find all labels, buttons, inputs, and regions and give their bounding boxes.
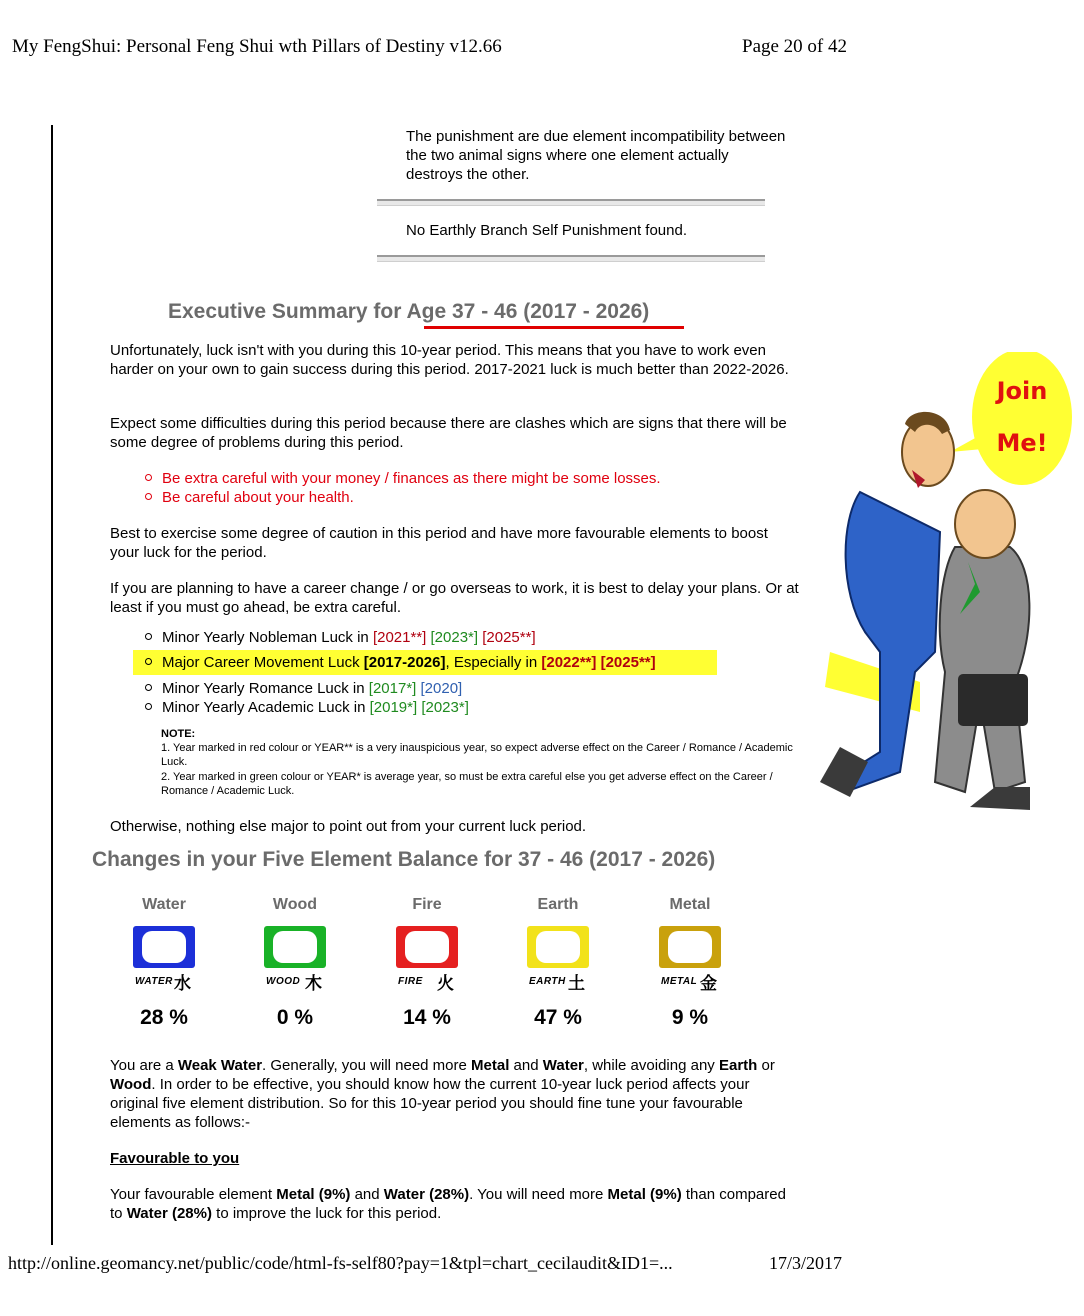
element-percent-wood: 0 % <box>276 1006 314 1029</box>
element-name-metal: Metal <box>669 896 711 913</box>
join-me-advert-illustration[interactable] <box>820 352 1080 814</box>
print-header-title: My FengShui: Personal Feng Shui wth Pillars of Destiny v12.66 <box>12 36 502 57</box>
bubble-text-me: Me! <box>996 429 1048 457</box>
note-line-1: 1. Year marked in red colour or YEAR** is a very inauspicious year, so expect adverse effect on the Career / Romance / Academic Luck. <box>161 742 793 768</box>
executive-para-4: If you are planning to have a career change / or go overseas to work, it is best to delay your plans. Or at least if you must go ahead, be extra careful. <box>110 580 799 616</box>
note-line-2: 2. Year marked in green colour or YEAR* is average year, so must be extra careful else you get adverse effect on the Career / Romance / Academic Luck. <box>161 771 773 797</box>
bullet-icon <box>145 658 152 665</box>
executive-para-1: Unfortunately, luck isn't with you during this 10-year period. This means that you have to work even harder on your own to gain success during this period. 2017-2021 luck is much better than 2022-2026. <box>110 342 789 378</box>
print-header-page: Page 20 of 42 <box>742 36 848 57</box>
executive-summary-age: Age 37 - 46 (2017 - 2026) <box>406 300 650 323</box>
red-underline-annotation <box>424 326 684 329</box>
gold-nuggets-icon: METAL 金 <box>659 926 721 990</box>
element-name-water: Water <box>142 896 186 913</box>
executive-summary-title <box>168 300 649 324</box>
divider <box>377 255 765 262</box>
luck-item-nobleman: Minor Yearly Nobleman Luck in [2021**] [2023*] [2025**] <box>145 628 536 647</box>
businessman-right-figure <box>935 490 1030 810</box>
tree-icon: WOOD 木 <box>264 926 326 990</box>
left-border-line <box>51 125 53 1245</box>
weak-water-paragraph: You are a Weak Water. Generally, you will need more Metal and Water, while avoiding any Earth or Wood. In order to be effective, you should know how the current 10-year luck period affects your original five element distribution. So for this 10-year period you should fine tune your favourable elements as follows:- <box>110 1057 775 1131</box>
executive-para-2: Expect some difficulties during this period because there are clashes which are signs that there will be some degree of problems during this period. <box>110 415 787 451</box>
bullet-icon <box>145 703 152 710</box>
note-title: NOTE: <box>161 728 196 740</box>
speech-bubble <box>950 352 1072 485</box>
element-name-fire: Fire <box>412 896 442 913</box>
element-percent-fire: 14 % <box>403 1006 451 1029</box>
print-footer-date: 17/3/2017 <box>769 1253 843 1273</box>
water-drops-icon: WATER 水 <box>133 926 195 990</box>
self-punishment-text: No Earthly Branch Self Punishment found. <box>406 222 687 239</box>
bullet-icon <box>145 474 152 481</box>
element-percent-metal: 9 % <box>671 1006 709 1029</box>
favourable-heading: Favourable to you <box>110 1150 240 1167</box>
punishment-explanation: The punishment are due element incompatibility between the two animal signs where one element actually destroys the other. <box>406 128 786 183</box>
print-footer-url[interactable]: http://online.geomancy.net/public/code/html-fs-self80?pay=1&tpl=chart_cecilaudit&ID1=... <box>8 1253 673 1273</box>
bullet-icon <box>145 493 152 500</box>
luck-item-romance: Minor Yearly Romance Luck in [2017*] [2020] <box>145 679 462 698</box>
luck-item-academic: Minor Yearly Academic Luck in [2019*] [2023*] <box>145 698 469 717</box>
bullet-icon <box>145 684 152 691</box>
bullet-icon <box>145 633 152 640</box>
otherwise-text: Otherwise, nothing else major to point out from your current luck period. <box>110 818 587 835</box>
favourable-paragraph: Your favourable element Metal (9%) and Water (28%). You will need more Metal (9%) than compared to Water (28%) to improve the luck for this period. <box>110 1186 786 1222</box>
element-percent-water: 28 % <box>140 1006 188 1029</box>
flame-icon: FIRE 火 <box>396 926 458 990</box>
soil-icon: EARTH 土 <box>527 926 589 990</box>
element-name-wood: Wood <box>272 896 318 913</box>
divider <box>377 199 765 206</box>
luck-item-career: Major Career Movement Luck [2017-2026], Especially in [2022**] [2025**] <box>145 653 656 672</box>
warning-item: Be careful about your health. <box>145 488 354 507</box>
element-percent-earth: 47 % <box>534 1006 582 1029</box>
businessman-left-figure <box>820 412 954 797</box>
warning-item: Be extra careful with your money / finances as there might be some losses. <box>145 469 661 488</box>
element-balance-title: Changes in your Five Element Balance for 37 - 46 (2017 - 2026) <box>92 848 716 871</box>
executive-para-3: Best to exercise some degree of caution in this period and have more favourable elements to boost your luck for the period. <box>110 525 768 561</box>
executive-summary-prefix: Executive Summary for <box>168 300 407 323</box>
element-name-earth: Earth <box>537 896 579 913</box>
bubble-text-join: Join <box>996 377 1048 405</box>
